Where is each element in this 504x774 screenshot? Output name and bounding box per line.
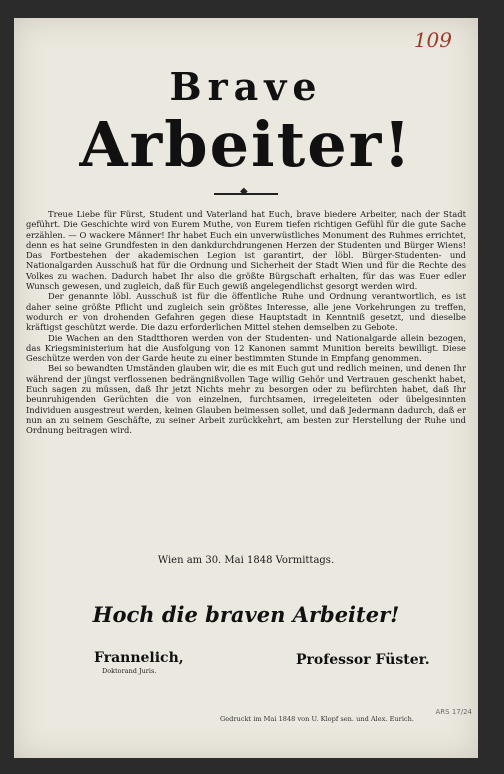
- title-line-2: Arbeiter!: [79, 108, 413, 181]
- paragraph-3: Die Wachen an den Stadtthoren werden von der Studenten- und Nationalgarde allein bezogen, das Kriegsministerium hat die Ausfolgung von 12 Kanonen sammt Munition bereits bewilligt. Diese Geschütze werden von der Garde heute zu einer bestimmten Stunde in Empfang genommen.: [26, 332, 466, 364]
- archive-number: 109: [413, 28, 452, 52]
- signatory-left-name: Frannelich,: [94, 650, 184, 666]
- signatory-right-name: Professor Füster.: [296, 652, 430, 668]
- archive-stamp: ARS 17/24: [435, 708, 472, 716]
- ornamental-rule: [214, 193, 278, 195]
- paragraph-4: Bei so bewandten Umständen glauben wir, die es mit Euch gut und redlich meinen, und denen Ihr während der jüngst verflossenen bedrängnißvollen Tage willig Gehör und Vertrauen geschenkt habet, Euch sagen zu müssen, daß Ihr jetzt Nichts mehr zu besorgen oder zu befürchten habet, daß Ihr beunruhigenden Gerüchten die von einzelnen, furchtsamen, irregeleiteten oder übelgesinnten Individuen ausgestreut werden, keinen Glauben beimessen sollet, und daß Jedermann dadurch, daß er nun an zu seinem Geschäfte, zu seiner Arbeit zurückkehrt, am besten zur Herstellung der Ruhe und Ordnung beitragen wird.: [26, 363, 466, 436]
- signature-right: [296, 652, 430, 668]
- slogan: Hoch die braven Arbeiter!: [92, 602, 400, 627]
- title-line-1: Brave: [169, 64, 323, 109]
- paragraph-1: Treue Liebe für Fürst, Student und Vaterland hat Euch, brave biedere Arbeiter, nach der Stadt geführt. Die Geschichte wird von Eurem Muthe, von Eurem tiefen richtigen Gefühl für die gute Sache erzählen. — O wackere Männer! Ihr habet Euch ein unverwüstliches Monument des Ruhmes errichtet, denn es hat seine Grundfesten in den dankdurchdrungenen Herzen der Studenten und Bürger Wiens! Das Fortbestehen der akademischen Legion ist garantirt, der löbl. Bürger-Studenten- und Nationalgarden Ausschuß hat für die Ordnung und Sicherheit der Stadt Wien und für die Rechte des Volkes zu wachen. Dadurch habet Ihr also die größte Bürgschaft erhalten, für das was Euer edler Wunsch gewesen, und zugleich, daß für Euch gewiß angelegendlichst gesorgt werden wird.: [26, 209, 466, 292]
- signature-left: [94, 650, 184, 675]
- poster-sheet: [14, 18, 478, 758]
- printer-imprint: Gedruckt im Mai 1848 von U. Klopf sen. und Alex. Eurich.: [220, 715, 414, 723]
- paragraph-2: Der genannte löbl. Ausschuß ist für die öffentliche Ruhe und Ordnung verantwortlich, es ist daher seine größte Pflicht und zugleich sein größtes Interesse, alle jene Vorkehrungen zu treffen, wodurch er von drohenden Gefahren gegen diese Hauptstadt in Kenntniß gesetzt, und dieselbe kräftigst geschützt werde. Die dazu erforderlichen Mittel stehen demselben zu Gebote.: [26, 291, 466, 333]
- signatory-left-title: Doktorand Juris.: [102, 667, 157, 675]
- date-line: Wien am 30. Mai 1848 Vormittags.: [157, 555, 335, 566]
- proclamation-body: [26, 209, 466, 436]
